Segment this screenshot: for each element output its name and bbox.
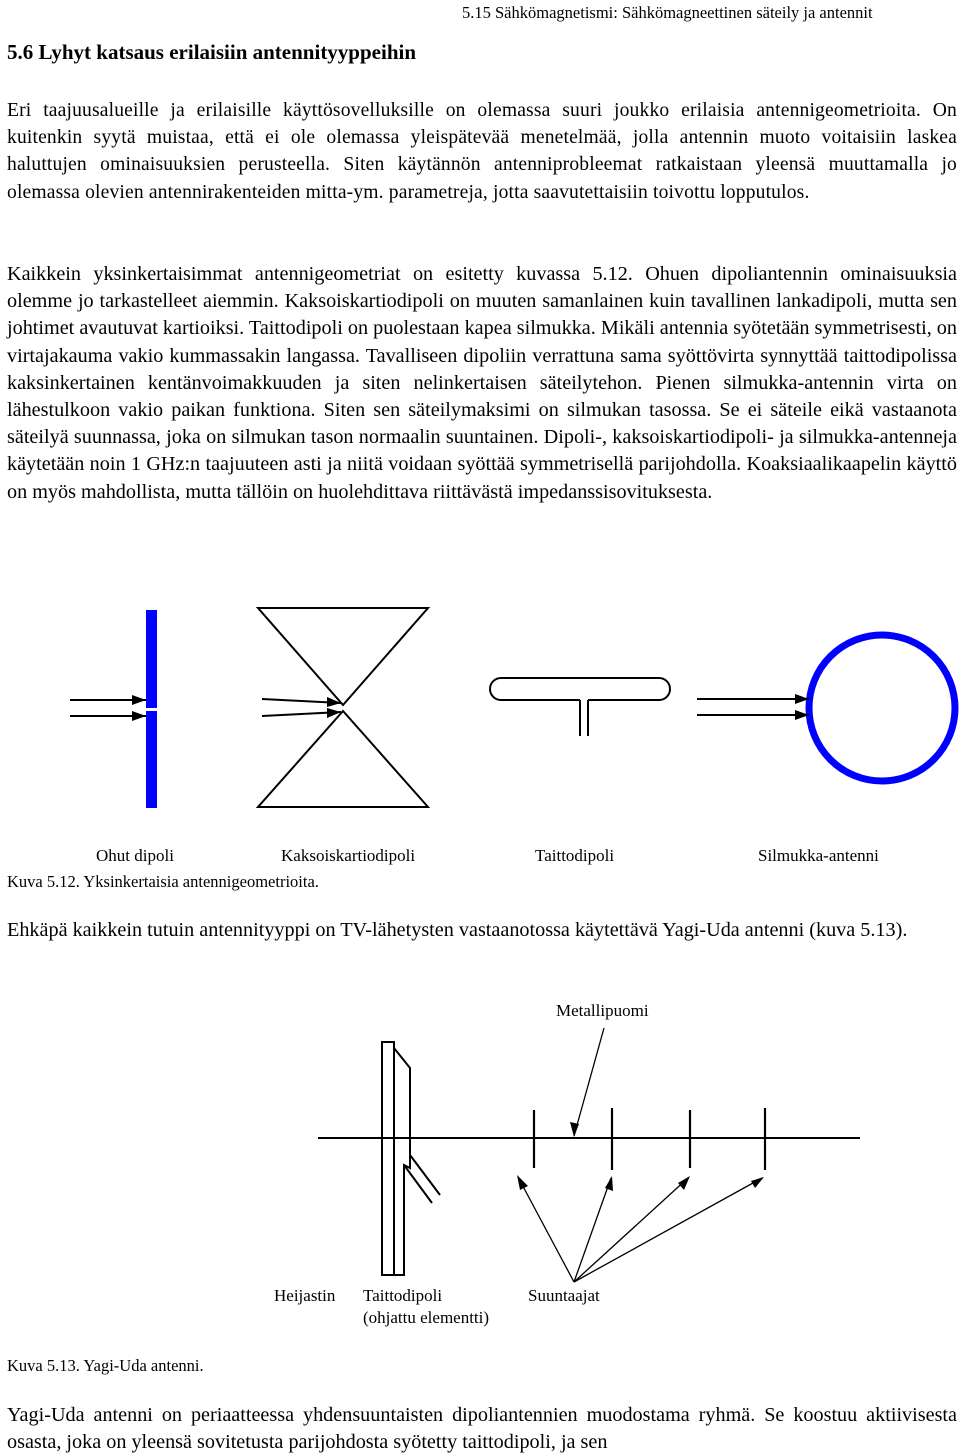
yagi-director-pointer-arrow-2-icon — [605, 1176, 613, 1191]
paragraph-yagi-intro: Ehkäpä kaikkein tutuin antennityyppi on TV-lähetysten vastaanotossa käytettävä Yagi-Uda antenni (kuva 5.13). — [7, 919, 908, 941]
biconical-upper-cone — [258, 608, 428, 705]
running-head: 5.15 Sähkömagnetismi: Sähkömagneettinen säteily ja antennit — [462, 3, 873, 22]
yagi-director-pointer-arrow-3-icon — [678, 1176, 690, 1190]
label-loop-antenna: Silmukka-antenni — [758, 846, 879, 865]
paragraph-simple-geometries: Kaikkein yksinkertaisimmat antennigeometriat on esitetty kuvassa 5.12. Ohuen dipoliantennin ominaisuuksia olemme jo tarkastelleet aiemmin. Kaksoiskartiodipoli on muuten samanlainen kuin tavallinen lankadipoli, mutta sen johtimet avautuvat kartioiksi. Taittodipoli on puolestaan kapea silmukka. Mikäli antennia syötetään symmetrisesti, on virtajakauma vakio kummassakin langassa. Tavalliseen dipoliin verrattuna sama syöttövirta synnyttää taittodipolissa kaksinkertainen kentänvoimakkuuden ja siten nelinkertaisen säteilytehon. Pienen silmukka-antennin virta on lähestulkoon vakio paikan funktiona. Siten sen säteilymaksimi on silmukan tasossa. Se ei säteile eikä vastaanota säteilyä suunnassa, joka on silmukan tason normaalin suuntainen. Dipoli-, kaksoiskartiodipoli- ja silmukka-antenneja käytetään noin 1 GHz:n taajuuteen asti ja niitä voidaan syöttää symmetrisellä parijohdolla. Koaksiaalikaapelin käyttö on myös mahdollista, mutta tällöin on huolehdittava riittävästä impedanssisovituksesta. — [7, 263, 957, 503]
thin-dipole-arrow-top-icon — [132, 695, 146, 705]
biconical-dipole-diagram — [258, 608, 428, 807]
yagi-driven-element — [394, 1048, 410, 1275]
folded-dipole-diagram — [490, 678, 670, 736]
figure-5-12 — [0, 590, 960, 850]
thin-dipole-upper-arm — [146, 610, 157, 708]
yagi-director-pointer-arrow-4-icon — [751, 1177, 764, 1188]
label-reflector: Heijastin — [274, 1286, 336, 1305]
yagi-driven-feed-1 — [410, 1155, 440, 1195]
paragraph-intro: Eri taajuusalueille ja erilaisille käyttösovelluksille on olemassa suuri joukko erilaisia antennigeometrioita. On kuitenkin syytä muistaa, että ei ole olemassa yleispätevää menetelmää, jolla antennin muoto voitaisiin laskea haluttujen ominaisuuksien perusteella. Siten käytännön antenniprobleemat ratkaistaan yleensä muuttamalla jo olemassa olevien antennirakenteiden mitta-ym. parametreja, jotta saavutettaisiin toivottu lopputulos. — [7, 100, 957, 203]
thin-dipole-lower-arm — [146, 711, 157, 808]
folded-dipole-loop — [490, 678, 670, 700]
yagi-boom-pointer — [574, 1028, 604, 1136]
label-driven-element: Taittodipoli — [363, 1286, 443, 1305]
loop-antenna-diagram — [697, 635, 955, 781]
biconical-lower-cone — [258, 711, 428, 807]
yagi-director-pointer-3 — [574, 1178, 688, 1282]
paragraph-yagi-description: Yagi-Uda antenni on periaatteessa yhdensuuntaisten dipoliantennien muodostama ryhmä. Se koostuu aktiivisesta osasta, joka on yleensä sovitetusta parijohdosta syötetty taittodipoli, ja sen — [7, 1404, 957, 1454]
caption-figure-5-12: Kuva 5.12. Yksinkertaisia antennigeometrioita. — [7, 872, 319, 891]
yagi-director-pointer-2 — [574, 1178, 611, 1282]
caption-figure-5-13: Kuva 5.13. Yagi-Uda antenni. — [7, 1356, 204, 1375]
yagi-driven-feed-2 — [404, 1165, 432, 1203]
thin-dipole-diagram — [70, 610, 157, 808]
loop-antenna-ring — [809, 635, 955, 781]
figure-5-13 — [0, 1020, 960, 1340]
yagi-director-pointer-arrow-1-icon — [517, 1175, 528, 1190]
yagi-director-pointer-1 — [518, 1177, 574, 1282]
label-folded-dipole: Taittodipoli — [535, 846, 615, 865]
label-biconical-dipole: Kaksoiskartiodipoli — [281, 846, 416, 865]
label-boom: Metallipuomi — [556, 1001, 649, 1020]
label-driven-element-note: (ohjattu elementti) — [363, 1308, 490, 1327]
yagi-director-pointer-4 — [574, 1178, 762, 1282]
label-thin-dipole: Ohut dipoli — [96, 846, 174, 865]
thin-dipole-arrow-bottom-icon — [132, 711, 146, 721]
yagi-reflector — [382, 1042, 394, 1275]
label-directors: Suuntaajat — [528, 1286, 600, 1305]
yagi-boom-pointer-arrow-icon — [570, 1122, 579, 1137]
section-title: 5.6 Lyhyt katsaus erilaisiin antennityyppeihin — [7, 40, 417, 64]
